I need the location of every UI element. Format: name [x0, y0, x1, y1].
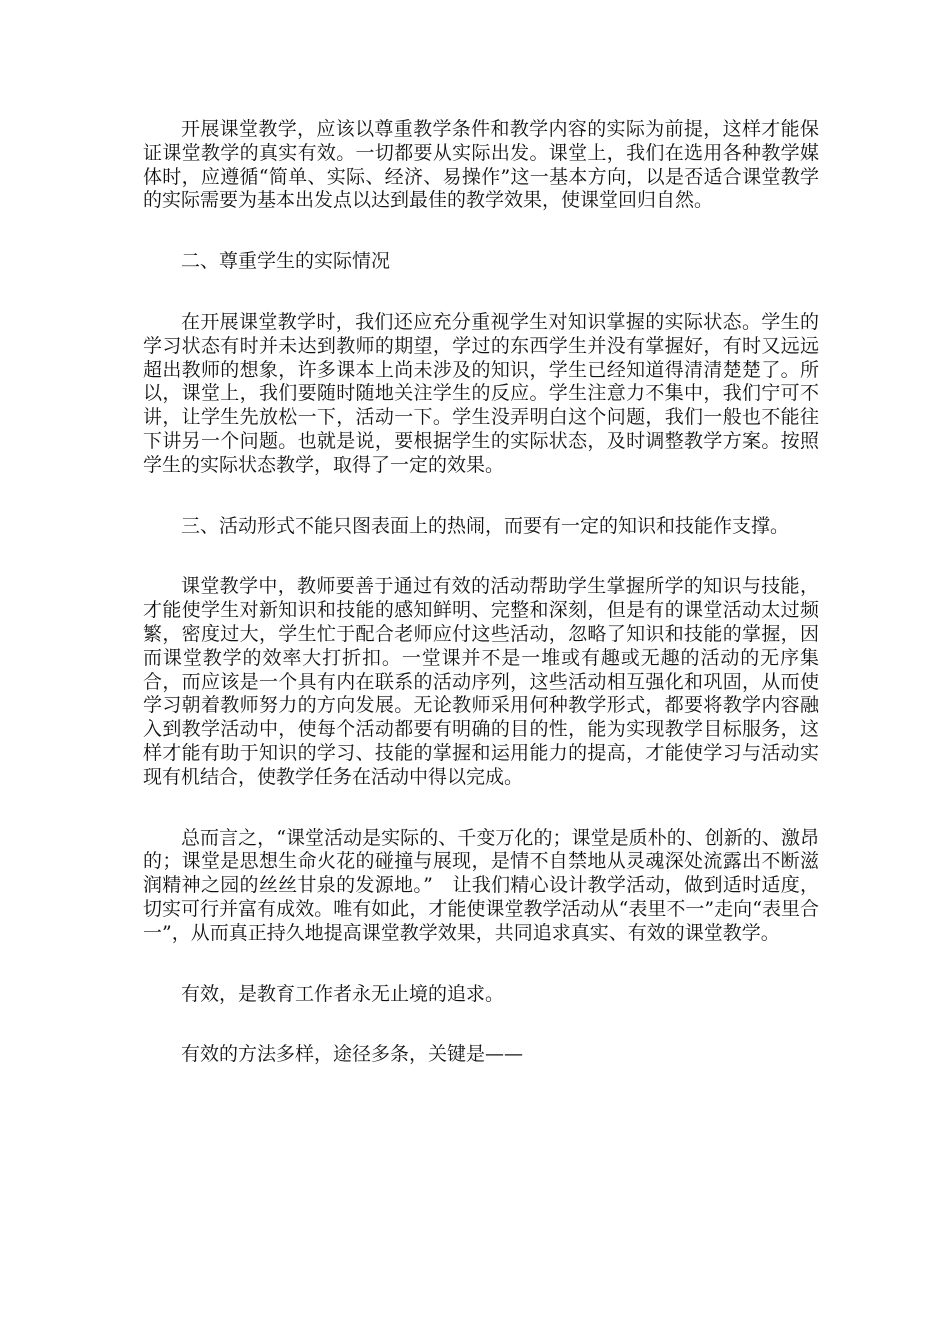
document-page: [143, 118, 819, 1104]
paragraph-effectiveness-pursuit: 有效，是教育工作者永无止境的追求。: [181, 982, 505, 1005]
section-heading-activity-form: 三、活动形式不能只图表面上的热闹，而要有一定的知识和技能作支撑。: [181, 514, 790, 537]
paragraph-conclusion: 总而言之，“课堂活动是实际的、千变万化的；课堂是质朴的、创新的、激昂的；课堂是思想生命火花的碰撞与展现，是情不自禁地从灵魂深处流露出不断滋润精神之园的丝丝甘泉的发源地。” 让我们精心设计教学活动，做到适时适度，切实可行并富有成效。唯有如此，才能使课堂教学活动从“表里不一”走向“表里合一”，从而真正持久地提高课堂教学效果，共同追求真实、有效的课堂教学。: [143, 826, 819, 944]
paragraph-practical-premise: 开展课堂教学，应该以尊重教学条件和教学内容的实际为前提，这样才能保证课堂教学的真实有效。一切都要从实际出发。课堂上，我们在选用各种教学媒体时，应遵循“简单、实际、经济、易操作”这一基本方向，以是否适合课堂教学的实际需要为基本出发点以达到最佳的教学效果，使课堂回归自然。: [143, 118, 819, 212]
section-heading-respect-students: 二、尊重学生的实际情况: [181, 250, 391, 273]
paragraph-student-state: 在开展课堂教学时，我们还应充分重视学生对知识掌握的实际状态。学生的学习状态有时并未达到教师的期望，学过的东西学生并没有掌握好，有时又远远超出教师的想象，许多课本上尚未涉及的知识，学生已经知道得清清楚楚了。所以，课堂上，我们要随时随地关注学生的反应。学生注意力不集中，我们宁可不讲，让学生先放松一下，活动一下。学生没弄明白这个问题，我们一般也不能往下讲另一个问题。也就是说，要根据学生的实际状态，及时调整教学方案。按照学生的实际状态教学，取得了一定的效果。: [143, 310, 819, 476]
paragraph-methods-key: 有效的方法多样，途径多条，关键是——: [181, 1043, 524, 1066]
paragraph-classroom-activities: 课堂教学中，教师要善于通过有效的活动帮助学生掌握所学的知识与技能，才能使学生对新知识和技能的感知鲜明、完整和深刻，但是有的课堂活动太过频繁，密度过大，学生忙于配合老师应付这些活动，忽略了知识和技能的掌握，因而课堂教学的效率大打折扣。一堂课并不是一堆或有趣或无趣的活动的无序集合，而应该是一个具有内在联系的活动序列，这些活动相互强化和巩固，从而使学习朝着教师努力的方向发展。无论教师采用何种教学形式，都要将教学内容融入到教学活动中，使每个活动都要有明确的目的性，能为实现教学目标服务，这样才能有助于知识的学习、技能的掌握和运用能力的提高，才能使学习与活动实现有机结合，使教学任务在活动中得以完成。: [143, 575, 819, 788]
